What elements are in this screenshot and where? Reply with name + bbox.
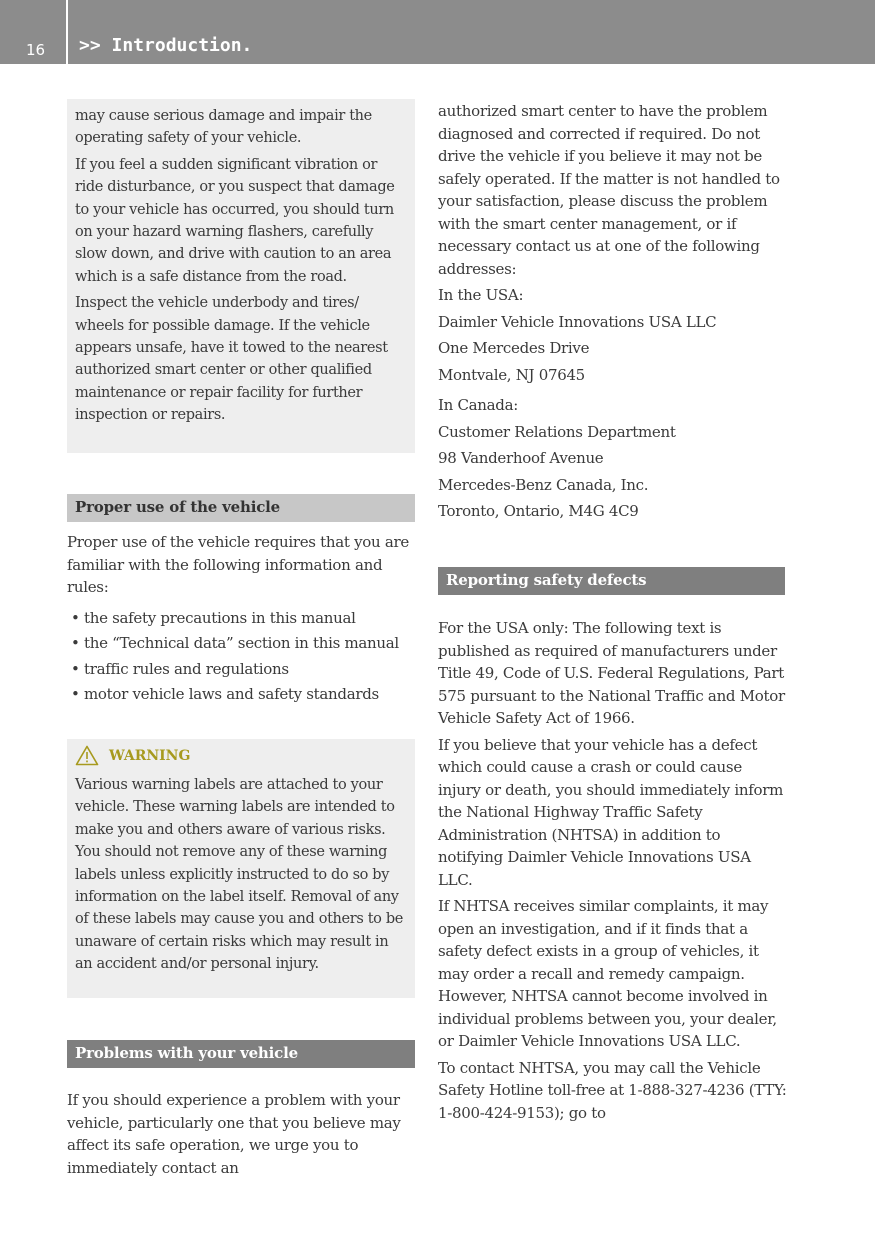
address-line: Toronto, Ontario, M4G 4C9: [438, 502, 639, 520]
problems-text: If you should experience a problem with your vehicle, particularly one that you believe may affect its safe operation, we urge you to immediately contact an: [67, 1091, 401, 1177]
bullet: •: [71, 685, 80, 703]
reporting-paragraph: If you believe that your vehicle has a defect which could cause a crash or could cause injury or death, you should immediately inform the National Highway Traffic Safety Administration (NHTSA) in addition to notifying Daimler Vehicle Innovations USA LLC.: [438, 735, 783, 889]
usa-label: In the USA:: [438, 286, 524, 304]
bullet: •: [71, 608, 80, 627]
address-line: One Mercedes Drive: [438, 339, 590, 357]
warning-label: WARNING: [109, 747, 191, 764]
proper-use-section: [67, 531, 417, 709]
address-line: Montvale, NJ 07645: [438, 365, 585, 384]
problems-section: [67, 1089, 415, 1179]
reporting-section: [438, 617, 788, 1124]
address-line: Daimler Vehicle Innovations USA LLC: [438, 312, 717, 331]
list-item: • traffic rules and regulations: [67, 658, 417, 681]
heading-problems: Problems with your vehicle: [67, 1040, 415, 1068]
address-line: 98 Vanderhoof Avenue: [438, 449, 604, 467]
heading-proper-use: Proper use of the vehicle: [67, 494, 415, 522]
page-header: [0, 0, 875, 64]
bullet: •: [71, 659, 80, 678]
reporting-paragraph: For the USA only: The following text is published as required of manufacturers under Title 49, Code of U.S. Federal Regulations, Part 575 pursuant to the National Traffic and Motor Vehicle Safety Act of 1966.: [438, 619, 785, 727]
reporting-paragraph: If NHTSA receives similar complaints, it may open an investigation, and if it finds that a safety defect exists in a group of vehicles, it may order a recall and remedy campaign. However, NHTSA cannot become involved in individual problems between you, your dealer, or Daimler Vehicle Innovations USA LLC.: [438, 897, 777, 1050]
canada-label: In Canada:: [438, 396, 518, 414]
heading-reporting: Reporting safety defects: [438, 567, 785, 595]
warning-text: Various warning labels are attached to your vehicle. These warning labels are intended to make you and others aware of various risks. You should not remove any of these warning labels unless explicitly instructed to do so by information on the label itself. Removal of any of these labels may cause you and others to be unaware of certain risks which may result in an accident and/or personal injury.: [75, 777, 403, 973]
list-item: • the safety precautions in this manual: [67, 607, 417, 630]
warning-triangle-icon: [75, 745, 99, 766]
address-line: Customer Relations Department: [438, 422, 676, 441]
note-paragraph: may cause serious damage and impair the operating safety of your vehicle.: [75, 108, 372, 147]
proper-use-list: [67, 607, 417, 706]
contact-section: [438, 100, 788, 523]
note-paragraph: Inspect the vehicle underbody and tires/ wheels for possible damage. If the vehicle appears unsafe, have it towed to the nearest authorized smart center or other qualified maintenance or repair facility for further inspection or repairs.: [75, 295, 388, 424]
page-number: 16: [26, 41, 46, 59]
contact-intro: authorized smart center to have the problem diagnosed and corrected if required. Do not drive the vehicle if you believe it may not be safely operated. If the matter is not handled to your satisfaction, please discuss the problem with the smart center management, or if necessary contact us at one of the following addresses:: [438, 102, 780, 278]
list-item: • motor vehicle laws and safety standards: [67, 683, 417, 706]
address-line: Mercedes-Benz Canada, Inc.: [438, 475, 649, 494]
reporting-paragraph: To contact NHTSA, you may call the Vehicle Safety Hotline toll-free at 1-888-327-4236 (TTY: 1-800-424-9153); go to: [438, 1058, 787, 1122]
section-title: >> Introduction.: [79, 35, 253, 56]
safety-note-box: [67, 99, 415, 453]
bullet: •: [71, 634, 80, 652]
proper-use-intro: Proper use of the vehicle requires that you are familiar with the following information and rules:: [67, 533, 409, 596]
warning-box: [67, 739, 415, 998]
list-item: • the “Technical data” section in this manual: [67, 632, 417, 655]
warning-title: [75, 745, 407, 766]
header-divider: [66, 0, 68, 64]
note-paragraph: If you feel a sudden significant vibration or ride disturbance, or you suspect that damage to your vehicle has occurred, you should turn on your hazard warning flashers, carefully slow down, and drive with caution to an area which is a safe distance from the road.: [75, 156, 395, 285]
